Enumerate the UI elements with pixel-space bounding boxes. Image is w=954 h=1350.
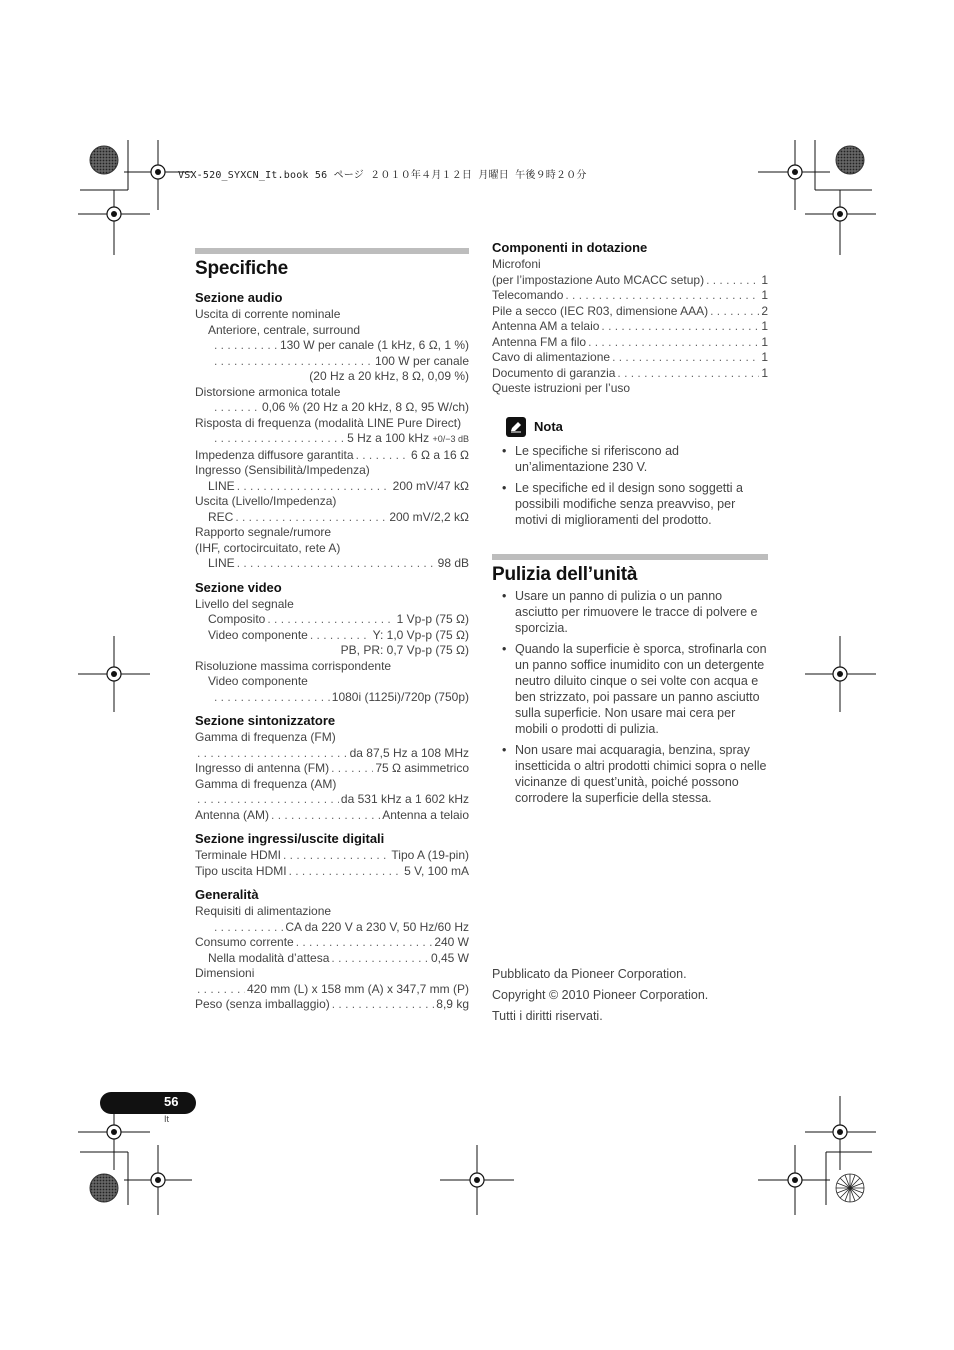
digital-section — [195, 831, 469, 879]
copyright-line: Copyright © 2010 Pioneer Corporation. — [492, 988, 709, 1002]
spec-row: Terminale HDMI . . . Tipo A (19-pin) — [195, 848, 469, 864]
components-section — [492, 240, 768, 397]
spec-line: Ingresso (Sensibilità/Impedenza) — [195, 463, 370, 477]
spec-row: (per l’impostazione Auto MCACC setup) . . . 1 — [492, 273, 768, 289]
spec-line: (20 Hz a 20 kHz, 8 Ω, 0,09 %) — [309, 369, 469, 383]
pencil-note-icon — [506, 417, 526, 437]
spec-row: Ingresso di antenna (FM) . . . 75 Ω asimmetrico — [195, 761, 469, 777]
spec-row: Antenna AM a telaio . . . 1 — [492, 319, 768, 335]
spec-row: . . . 130 W per canale (1 kHz, 6 Ω, 1 %) — [195, 338, 469, 354]
spec-row: . . . da 87,5 Hz a 108 MHz — [195, 746, 469, 762]
spec-line: Livello del segnale — [195, 596, 294, 611]
cleaning-bullet: • Usare un panno di pulizia o un panno asciutto per rimuovere le tracce di polvere e sporcizia. — [492, 588, 768, 636]
publisher-footer — [492, 964, 772, 1027]
spec-row: Telecomando . . . 1 — [492, 288, 768, 304]
rights-line: Tutti i diritti riservati. — [492, 1009, 603, 1023]
spec-line: Video componente — [208, 674, 308, 688]
spec-line: Uscita di corrente nominale — [195, 307, 341, 321]
spec-row: Peso (senza imballaggio) . . . 8,9 kg — [195, 997, 469, 1013]
spec-row: REC . . . 200 mV/2,2 kΩ — [195, 510, 469, 526]
spec-line: Rapporto segnale/rumore — [195, 525, 332, 539]
spec-row: Video componente . . . Y: 1,0 Vp-p (75 Ω) — [195, 628, 469, 644]
general-title: Generalità — [195, 887, 259, 902]
cleaning-bullet: • Quando la superficie è sporca, strofinarla con un panno soffice inumidito con un detergente neutro diluito cinque o sei volte con acqua e ben strizzato, poi passare un panno asciutto sulla superficie. Non usare mai cera per mobili o prodotti di pulizia. — [492, 641, 768, 737]
note-label: Nota — [534, 419, 563, 434]
spec-line: Requisiti di alimentazione — [195, 904, 332, 918]
video-title: Sezione video — [195, 579, 282, 595]
spec-line: Gamma di frequenza (FM) — [195, 730, 336, 744]
digital-title: Sezione ingressi/uscite digitali — [195, 831, 385, 846]
tuner-section — [195, 713, 469, 823]
spec-line: (IHF, cortocircuitato, rete A) — [195, 540, 341, 555]
page-language: It — [164, 1114, 170, 1124]
spec-row: LINE . . . 98 dB — [195, 556, 469, 572]
spec-row: Tipo uscita HDMI . . . 5 V, 100 mA — [195, 864, 469, 880]
spec-row: Consumo corrente . . . 240 W — [195, 935, 469, 951]
components-title: Componenti in dotazione — [492, 240, 648, 255]
audio-section — [195, 290, 469, 572]
spec-row: Documento di garanzia . . . 1 — [492, 366, 768, 382]
general-section — [195, 887, 469, 1013]
section-bar — [492, 554, 768, 560]
spec-row: Nella modalità d’attesa . . . 0,45 W — [195, 951, 469, 967]
spec-row: . . . 5 Hz a 100 kHz +0/−3 dB — [195, 431, 469, 448]
audio-title: Sezione audio — [195, 290, 283, 305]
cleaning-bullet: • Non usare mai acquaragia, benzina, spray insetticida o altri prodotti chimici sopra o nelle vicinanze di quest’unità, poiché possono corrodere la superficie della stessa. — [492, 742, 768, 806]
spec-row: Composito . . . 1 Vp-p (75 Ω) — [195, 612, 469, 628]
page-number: 56 — [164, 1094, 179, 1109]
spec-line: Risposta di frequenza (modalità LINE Pure Direct) — [195, 415, 462, 430]
spec-row: . . . 100 W per canale — [195, 354, 469, 370]
spec-line: Queste istruzioni per l’uso — [492, 381, 631, 395]
spec-line: Microfoni — [492, 257, 541, 271]
spec-line: Dimensioni — [195, 966, 255, 980]
spec-row: . . . 1080i (1125i)/720p (750p) — [195, 690, 469, 706]
spec-row: Pile a secco (IEC R03, dimensione AAA) . . . 2 — [492, 304, 768, 320]
page-number-badge — [100, 1092, 196, 1114]
spec-row: . . . da 531 kHz a 1 602 kHz — [195, 792, 469, 808]
components-column — [492, 240, 768, 811]
note-heading — [506, 417, 768, 437]
spec-row: Impedenza diffusore garantita . . . 6 Ω a 16 Ω — [195, 448, 469, 464]
spec-row: Cavo di alimentazione . . . 1 — [492, 350, 768, 366]
file-header-line: VSX-520_SYXCN_It.book 56 ページ ２０１０年４月１２日 月曜日 午後９時２０分 — [178, 170, 587, 181]
cleaning-section — [492, 554, 768, 806]
section-bar — [195, 248, 469, 254]
note-bullet: • Le specifiche si riferiscono ad un’alimentazione 230 V. — [492, 443, 768, 475]
spec-row: . . . 0,06 % (20 Hz a 20 kHz, 8 Ω, 95 W/ch) — [195, 400, 469, 416]
section-title-specifiche: Specifiche — [195, 258, 289, 279]
note-bullet: • Le specifiche ed il design sono soggetti a possibili modifiche senza preavviso, per motivi di miglioramenti del prodotto. — [492, 480, 768, 528]
spec-row: . . . 420 mm (L) x 158 mm (A) x 347,7 mm (P) — [195, 982, 469, 998]
spec-row: Antenna FM a filo . . . 1 — [492, 335, 768, 351]
spec-line: Risoluzione massima corrispondente — [195, 658, 392, 673]
spec-line: Uscita (Livello/Impedenza) — [195, 494, 337, 508]
publisher-line: Pubblicato da Pioneer Corporation. — [492, 967, 687, 981]
section-title-pulizia: Pulizia dell’unità — [492, 563, 638, 585]
spec-row: . . . CA da 220 V a 230 V, 50 Hz/60 Hz — [195, 920, 469, 936]
tuner-title: Sezione sintonizzatore — [195, 713, 336, 728]
spec-row: Antenna (AM) . . . Antenna a telaio — [195, 808, 469, 824]
spec-line: Anteriore, centrale, surround — [208, 322, 361, 337]
spec-line: Distorsione armonica totale — [195, 384, 341, 399]
spec-row: LINE . . . 200 mV/47 kΩ — [195, 479, 469, 495]
spec-line: Gamma di frequenza (AM) — [195, 776, 337, 791]
specs-column — [195, 248, 469, 1021]
note-block — [492, 417, 768, 528]
spec-line: PB, PR: 0,7 Vp-p (75 Ω) — [340, 643, 469, 657]
video-section — [195, 580, 469, 706]
